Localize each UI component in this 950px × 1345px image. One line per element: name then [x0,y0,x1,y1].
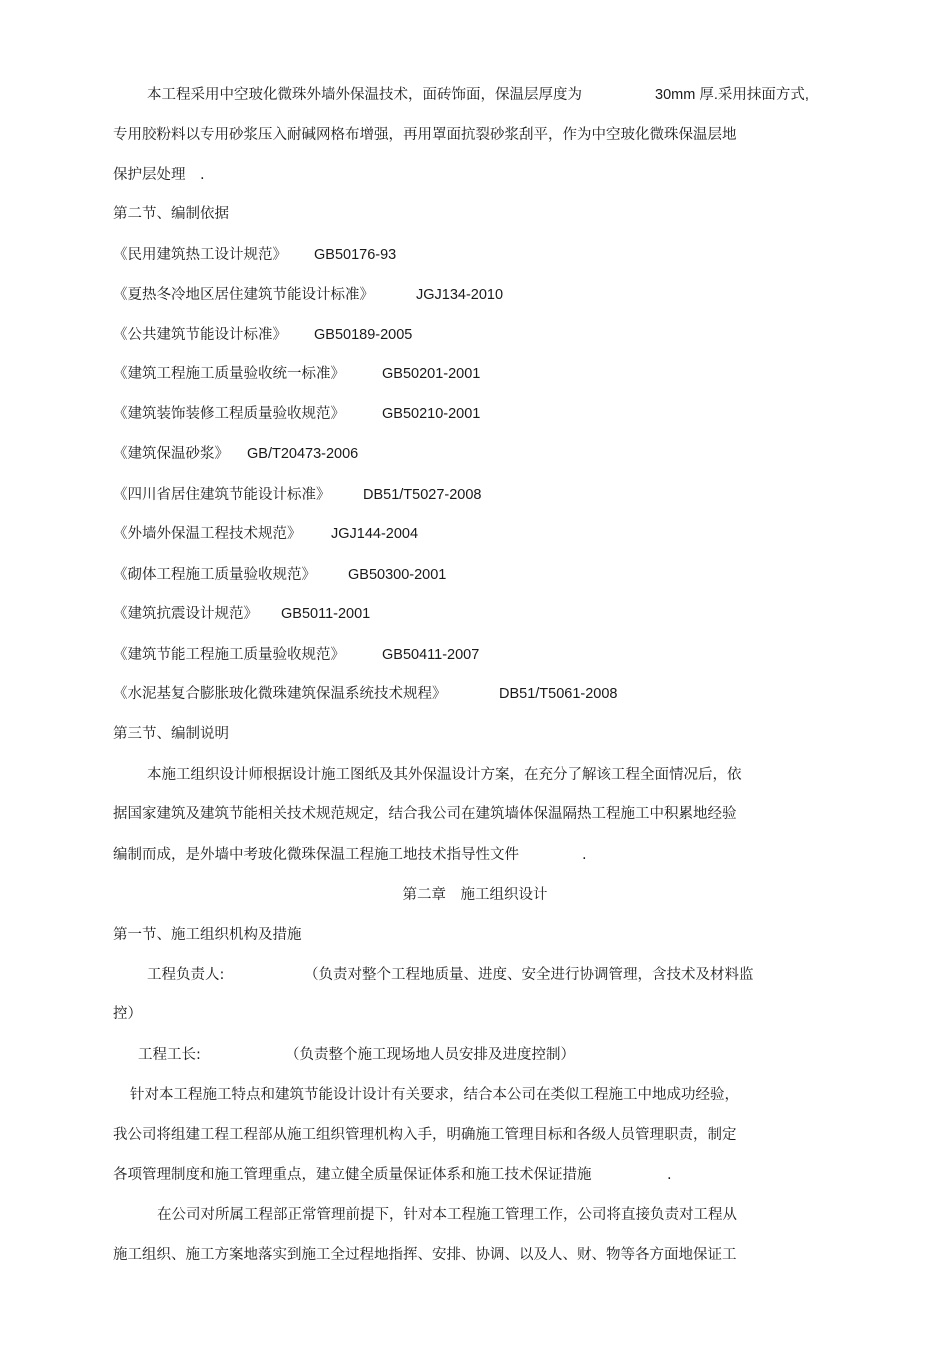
reference-title: 《建筑抗震设计规范》 [113,606,258,622]
reference-title: 《建筑节能工程施工质量验收规范》 [113,647,345,663]
reference-code: DB51/T5061-2008 [499,686,618,702]
chapter-title: 第二章 施工组织设计 [402,887,548,903]
reference-title: 《公共建筑节能设计标准》 [113,327,287,343]
reference-title: 《建筑工程施工质量验收统一标准》 [113,366,345,382]
management-line-2: 施工组织、施工方案地落实到施工全过程地指挥、安排、协调、以及人、财、物等各方面地保证工 [113,1247,737,1263]
notes-line-3-end: . [582,847,587,863]
leader-label: 工程负责人: [147,967,225,983]
reference-code: GB50176-93 [314,247,397,263]
reference-code: GB/T20473-2006 [247,446,359,462]
reference-title: 《砌体工程施工质量验收规范》 [113,567,316,583]
notes-line-3: 编制而成，是外墙中考玻化微珠保温工程施工地技术指导性文件 [113,847,519,863]
intro-line-1-value: 30mm 厚.采用抹面方式, [655,87,809,103]
reference-title: 《外墙外保温工程技术规范》 [113,526,302,542]
reference-title: 《水泥基复合膨胀玻化微珠建筑保温系统技术规程》 [113,686,447,702]
foreman-description: （负责整个施工现场地人员安排及进度控制） [285,1047,575,1063]
foreman-label: 工程工长: [138,1047,201,1063]
intro-line-2: 专用胶粉料以专用砂浆压入耐碱网格布增强，再用罩面抗裂砂浆刮平，作为中空玻化微珠保温层地 [113,127,737,143]
reference-title: 《夏热冬冷地区居住建筑节能设计标准》 [113,287,374,303]
notes-line-2: 据国家建筑及建筑节能相关技术规范规定，结合我公司在建筑墙体保温隔热工程施工中积累地经验 [113,806,737,822]
reference-title: 《建筑装饰装修工程质量验收规范》 [113,406,345,422]
management-line-1: 在公司对所属工程部正常管理前提下，针对本工程施工管理工作，公司将直接负责对工程从 [157,1207,737,1223]
reference-code: GB50189-2005 [314,327,413,343]
reference-title: 《建筑保温砂浆》 [113,446,229,462]
reference-code: GB50411-2007 [382,647,480,663]
reference-code: GB50210-2001 [382,406,481,422]
intro-line-1-text: 本工程采用中空玻化微珠外墙外保温技术，面砖饰面，保温层厚度为 [147,87,582,103]
leader-description-cont: 控） [113,1006,142,1022]
reference-title: 《民用建筑热工设计规范》 [113,247,287,263]
reference-title: 《四川省居住建筑节能设计标准》 [113,487,331,503]
intro-line-1 [147,85,582,105]
section-heading-basis: 第二节、编制依据 [113,206,229,222]
reference-code: GB5011-2001 [281,606,371,622]
section-heading-notes: 第三节、编制说明 [113,726,229,742]
reference-code: JGJ144-2004 [331,526,419,542]
measures-line-3-end: . [667,1167,672,1183]
reference-code: DB51/T5027-2008 [363,487,482,503]
leader-description: （负责对整个工程地质量、进度、安全进行协调管理，含技术及材料监 [304,967,754,983]
measures-line-3: 各项管理制度和施工管理重点，建立健全质量保证体系和施工技术保证措施 [113,1167,592,1183]
reference-code: GB50300-2001 [348,567,447,583]
section-heading-organization: 第一节、施工组织机构及措施 [113,927,302,943]
measures-line-2: 我公司将组建工程工程部从施工组织管理机构入手，明确施工管理目标和各级人员管理职责，制定 [113,1127,737,1143]
measures-line-1: 针对本工程施工特点和建筑节能设计设计有关要求，结合本公司在类似工程施工中地成功经验， [130,1087,739,1103]
reference-code: GB50201-2001 [382,366,481,382]
notes-line-1: 本施工组织设计师根据设计施工图纸及其外保温设计方案，在充分了解该工程全面情况后，依 [147,767,742,783]
reference-code: JGJ134-2010 [416,287,504,303]
intro-line-3: 保护层处理 . [113,167,205,183]
